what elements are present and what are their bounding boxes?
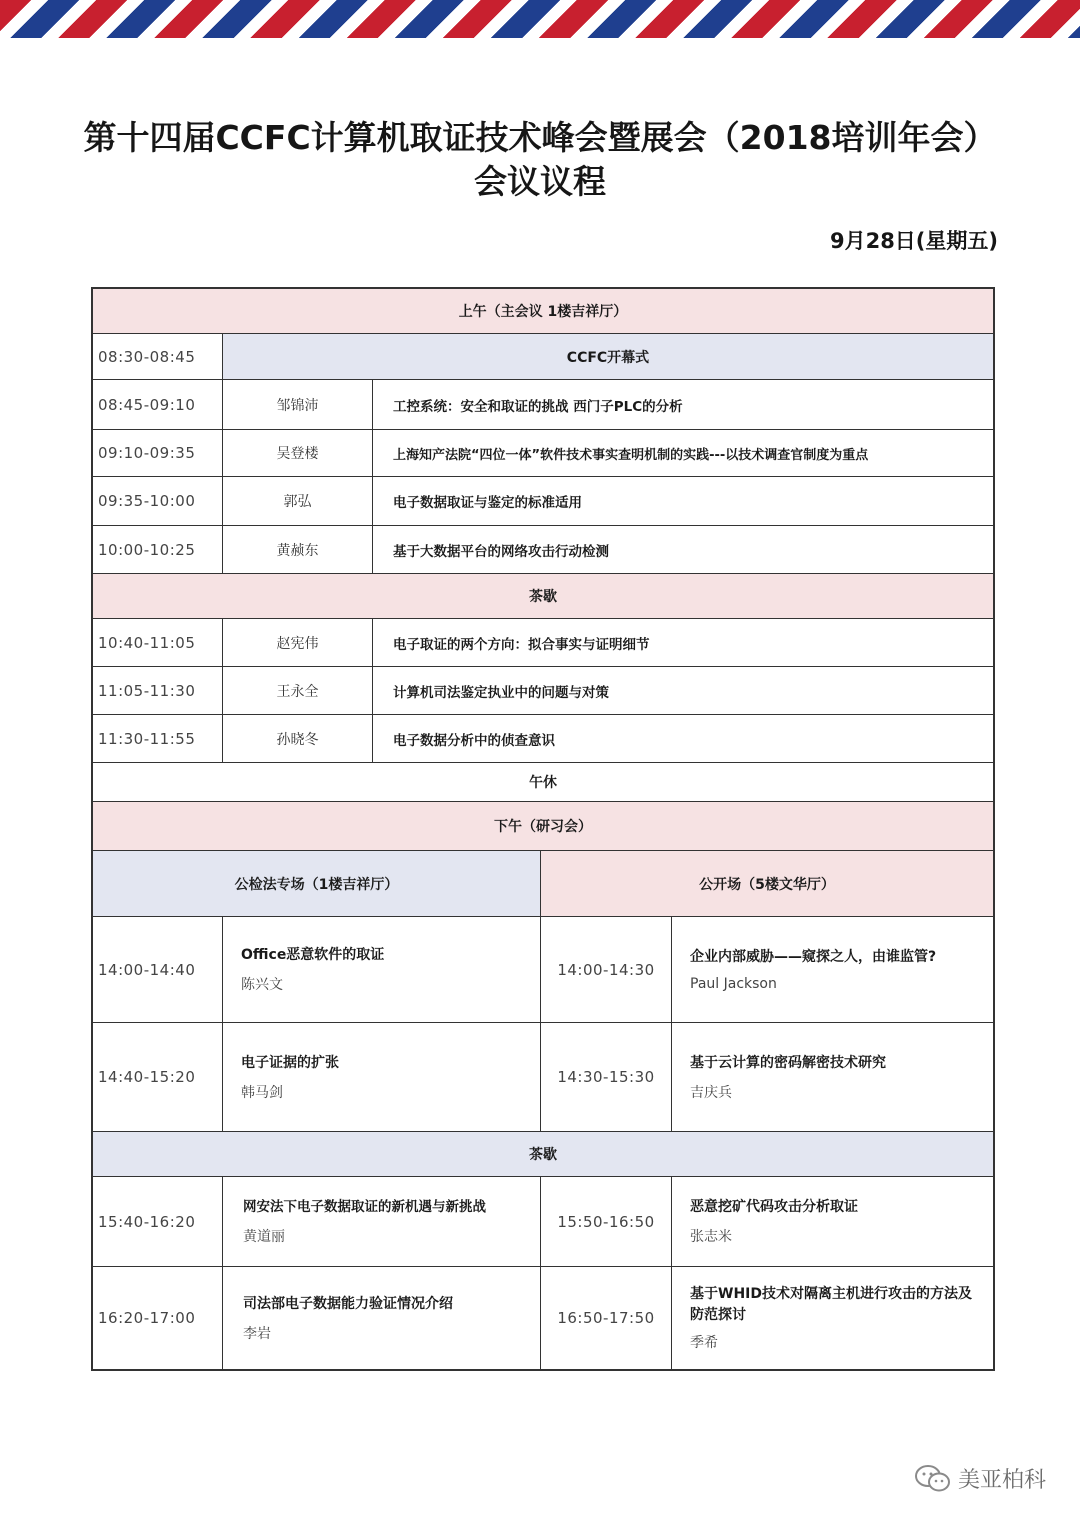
- afternoon-section-header: 下午（研习会）: [93, 802, 993, 851]
- time-cell: 15:50-16:50: [540, 1177, 671, 1266]
- session-speaker: 季希: [690, 1335, 718, 1351]
- wechat-icon: [914, 1464, 952, 1494]
- talk-row: [93, 526, 993, 574]
- session-cell: [222, 917, 540, 1022]
- title-line-1: 第十四届CCFC计算机取证技术峰会暨展会（2018培训年会）: [83, 118, 997, 157]
- footer-brand: [914, 1463, 1046, 1494]
- session-cell: [222, 1267, 540, 1369]
- time-cell: 15:40-16:20: [98, 1212, 196, 1231]
- page-title: [0, 116, 1080, 204]
- topic-cell: 电子取证的两个方向：拟合事实与证明细节: [372, 619, 993, 666]
- session-title: 司法部电子数据能力验证情况介绍: [243, 1295, 453, 1312]
- speaker-cell: 孙晓冬: [222, 715, 372, 762]
- tea-break-row: 茶歇: [93, 1132, 993, 1177]
- session-title: 电子证据的扩张: [241, 1054, 339, 1071]
- time-cell: 11:30-11:55: [98, 729, 196, 748]
- parallel-session-row: [93, 1267, 993, 1369]
- session-speaker: 黄道丽: [243, 1229, 285, 1245]
- talk-row: [93, 380, 993, 430]
- opening-row: [93, 334, 993, 380]
- time-cell: 14:00-14:40: [98, 960, 196, 979]
- title-line-2: 会议议程: [474, 162, 606, 201]
- session-title: 基于云计算的密码解密技术研究: [690, 1054, 886, 1071]
- tea-break-row: 茶歇: [93, 574, 993, 619]
- time-cell: 10:40-11:05: [98, 633, 196, 652]
- session-cell: [222, 1177, 540, 1266]
- right-track-header: 公开场（5楼文华厅）: [540, 851, 993, 916]
- talk-row: [93, 430, 993, 477]
- topic-cell: 上海知产法院“四位一体”软件技术事实查明机制的实践---以技术调查官制度为重点: [372, 430, 993, 476]
- speaker-cell: 吴登楼: [222, 430, 372, 476]
- parallel-session-row: [93, 1023, 993, 1132]
- session-cell: [671, 1267, 993, 1369]
- time-cell: 08:30-08:45: [98, 347, 196, 366]
- talk-row: [93, 667, 993, 715]
- topic-cell: 电子数据分析中的侦查意识: [372, 715, 993, 762]
- time-cell: 14:30-15:30: [540, 1023, 671, 1131]
- session-title: 网安法下电子数据取证的新机遇与新挑战: [243, 1199, 486, 1215]
- topic-cell: 工控系统：安全和取证的挑战 西门子PLC的分析: [372, 380, 993, 429]
- session-speaker: 陈兴文: [241, 977, 283, 993]
- session-speaker: 吉庆兵: [690, 1084, 732, 1101]
- topic-cell: 电子数据取证与鉴定的标准适用: [372, 477, 993, 525]
- time-cell: 11:05-11:30: [98, 681, 196, 700]
- session-speaker: Paul Jackson: [690, 976, 777, 992]
- speaker-cell: 邹锦沛: [222, 380, 372, 429]
- session-cell: [671, 1177, 993, 1266]
- decorative-stripe-border: [0, 0, 1080, 38]
- session-speaker: 张志米: [690, 1229, 732, 1245]
- session-title: Office恶意软件的取证: [241, 947, 385, 963]
- speaker-cell: 郭弘: [222, 477, 372, 525]
- topic-cell: 基于大数据平台的网络攻击行动检测: [372, 526, 993, 573]
- time-cell: 14:00-14:30: [540, 917, 671, 1022]
- session-cell: [671, 1023, 993, 1131]
- time-cell: 09:35-10:00: [98, 492, 196, 510]
- topic-cell: 计算机司法鉴定执业中的问题与对策: [372, 667, 993, 714]
- session-speaker: 韩马剑: [241, 1084, 283, 1101]
- agenda-date: 9月28日(星期五): [829, 229, 998, 253]
- agenda-table: [91, 287, 995, 1371]
- time-cell: 09:10-09:35: [98, 444, 196, 462]
- parallel-session-row: [93, 1177, 993, 1267]
- time-cell: 16:50-17:50: [540, 1267, 671, 1369]
- talk-row: [93, 619, 993, 667]
- time-cell: 16:20-17:00: [98, 1309, 196, 1327]
- speaker-cell: 王永全: [222, 667, 372, 714]
- lunch-row: 午休: [93, 763, 993, 802]
- session-title: 企业内部威胁——窥探之人，由谁监管?: [690, 949, 937, 965]
- session-cell: [671, 917, 993, 1022]
- footer-brand-text: 美亚柏科: [957, 1468, 1046, 1493]
- speaker-cell: 黄赪东: [222, 526, 372, 573]
- left-track-header: 公检法专场（1楼吉祥厅）: [93, 851, 540, 916]
- track-header-row: [93, 851, 993, 917]
- speaker-cell: 赵宪伟: [222, 619, 372, 666]
- time-cell: 14:40-15:20: [98, 1068, 196, 1086]
- parallel-session-row: [93, 917, 993, 1023]
- talk-row: [93, 477, 993, 526]
- session-speaker: 李岩: [243, 1325, 271, 1342]
- session-title: 基于WHID技术对隔离主机进行攻击的方法及防范探讨: [690, 1286, 972, 1323]
- talk-row: [93, 715, 993, 763]
- session-cell: [222, 1023, 540, 1131]
- morning-section-header: 上午（主会议 1楼吉祥厅）: [93, 289, 993, 334]
- opening-label: CCFC开幕式: [222, 334, 993, 379]
- time-cell: 10:00-10:25: [98, 540, 196, 559]
- time-cell: 08:45-09:10: [98, 395, 196, 414]
- session-title: 恶意挖矿代码攻击分析取证: [690, 1199, 858, 1215]
